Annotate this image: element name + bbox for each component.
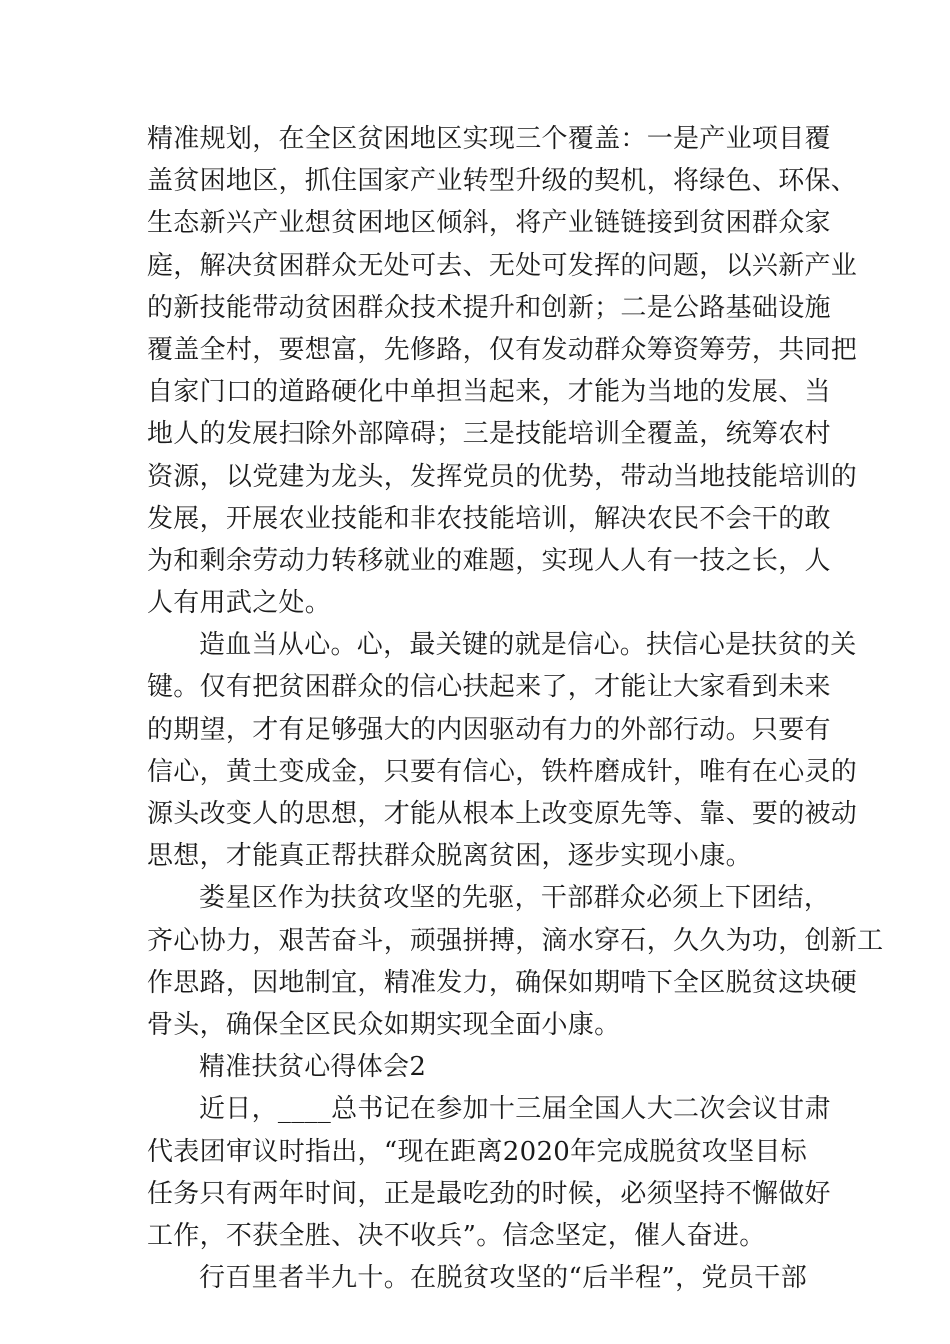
paragraph: [147, 1257, 807, 1299]
text-line: 源头改变人的思想，才能从根本上改变原先等、靠、要的被动: [147, 799, 858, 829]
document-body: [147, 118, 884, 1299]
paragraph: [147, 1088, 831, 1257]
text-line: 任务只有两年时间，正是最吃劲的时候，必须坚持不懈做好: [147, 1178, 831, 1209]
text-line: 行百里者半九十。在脱贫攻坚的“后半程”，党员干部: [199, 1263, 807, 1294]
paragraph: [147, 118, 858, 624]
text-line: 造血当从心。心，最关键的就是信心。扶信心是扶贫的关: [199, 630, 857, 661]
text-line: 的期望，才有足够强大的内因驱动有力的外部行动。只要有: [147, 714, 831, 745]
text-line: 发展，开展农业技能和非农技能培训，解决农民不会干的敢: [147, 503, 831, 534]
text-line: 娄星区作为扶贫攻坚的先驱，干部群众必须上下团结，: [199, 883, 831, 914]
text-line: 精准规划，在全区贫困地区实现三个覆盖：一是产业项目覆: [147, 124, 831, 154]
text-line: 工作，不获全胜、决不收兵”。信念坚定，催人奋进。: [147, 1220, 766, 1251]
text-line: 为和剩余劳动力转移就业的难题，实现人人有一技之长，人: [147, 545, 831, 576]
text-line: 近日，____总书记在参加十三届全国人大二次会议甘肃: [199, 1094, 831, 1125]
text-line: 庭，解决贫困群众无处可去、无处可发挥的问题，以兴新产业: [147, 250, 858, 281]
text-line: 人有用武之处。: [147, 588, 332, 619]
text-line: 的新技能带动贫困群众技术提升和创新；二是公路基础设施: [147, 292, 831, 323]
heading-text: 精准扶贫心得体会2: [199, 1052, 427, 1083]
text-line: 骨头，确保全区民众如期实现全面小康。: [147, 1009, 621, 1040]
text-line: 覆盖全村，要想富，先修路，仅有发动群众筹资筹劳，共同把: [147, 334, 858, 365]
text-line: 资源，以党建为龙头，发挥党员的优势，带动当地技能培训的: [147, 461, 858, 492]
text-line: 自家门口的道路硬化中单担当起来，才能为当地的发展、当: [147, 377, 831, 408]
section-heading: [147, 1046, 807, 1088]
text-line: 信心，黄土变成金，只要有信心，铁杵磨成针，唯有在心灵的: [147, 756, 858, 787]
text-line: 地人的发展扫除外部障碍；三是技能培训全覆盖，统筹农村: [147, 419, 831, 450]
text-line: 齐心协力，艰苦奋斗，顽强拼搏，滴水穿石，久久为功，创新工: [147, 925, 884, 956]
paragraph: [147, 877, 884, 1046]
text-line: 思想，才能真正帮扶群众脱离贫困，逐步实现小康。: [147, 841, 752, 872]
text-line: 代表团审议时指出，“现在距离2020年完成脱贫攻坚目标: [147, 1136, 807, 1167]
text-line: 生态新兴产业想贫困地区倾斜，将产业链链接到贫困群众家: [147, 208, 831, 239]
paragraph: [147, 624, 858, 877]
text-line: 键。仅有把贫困群众的信心扶起来了，才能让大家看到未来: [147, 672, 831, 703]
text-line: 盖贫困地区，抓住国家产业转型升级的契机，将绿色、环保、: [147, 166, 858, 197]
text-line: 作思路，因地制宜，精准发力，确保如期啃下全区脱贫这块硬: [147, 967, 858, 998]
